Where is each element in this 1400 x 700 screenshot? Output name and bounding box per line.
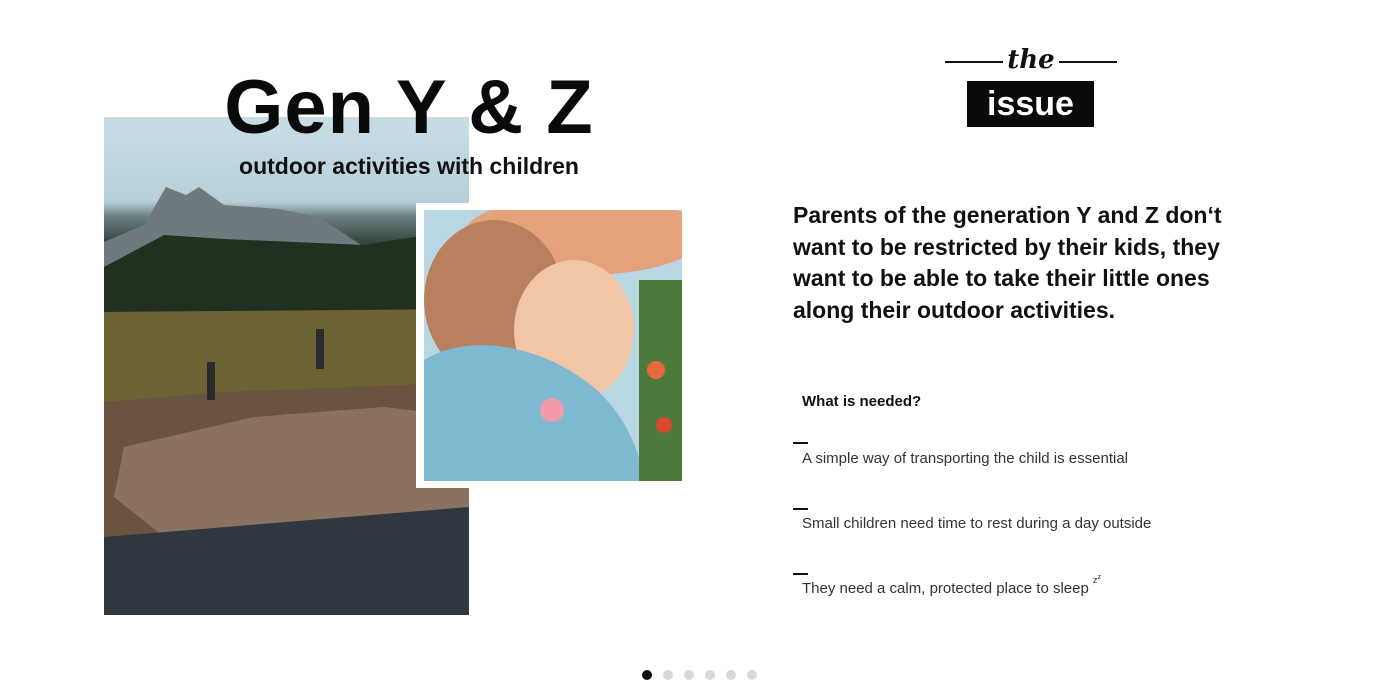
page-dot-6[interactable]	[747, 670, 757, 680]
landscape-photo	[104, 117, 469, 615]
the-right-rule	[1059, 61, 1117, 63]
list-item: Small children need time to rest during a day outside	[802, 515, 1152, 532]
pagination-dots	[642, 670, 757, 680]
baby-photo	[424, 210, 682, 481]
issue-label: issue	[967, 81, 1094, 127]
list-item-text: They need a calm, protected place to sleep	[802, 580, 1089, 597]
sleep-mark-sup: z	[1097, 572, 1102, 581]
page-dot-4[interactable]	[705, 670, 715, 680]
list-dash	[793, 573, 808, 575]
list-dash	[793, 508, 808, 510]
page-dot-1[interactable]	[642, 670, 652, 680]
list-item	[802, 572, 1102, 597]
problem-statement: Parents of the generation Y and Z don‘t want to be restricted by their kids, they want to be able to take their little ones along their outdoor activities.	[793, 202, 1222, 323]
page-dot-2[interactable]	[663, 670, 673, 680]
sleep-mark	[1092, 572, 1102, 585]
page-dot-3[interactable]	[684, 670, 694, 680]
list-item: A simple way of transporting the child is essential	[802, 450, 1128, 467]
issue-prefix: the	[1007, 45, 1055, 75]
hero-title: Gen Y & Z	[224, 65, 594, 150]
hero-subtitle: outdoor activities with children	[239, 153, 579, 179]
page-dot-5[interactable]	[726, 670, 736, 680]
sleep-mark-small: z	[1092, 575, 1098, 585]
list-dash	[793, 442, 808, 444]
needs-heading: What is needed?	[802, 393, 922, 410]
